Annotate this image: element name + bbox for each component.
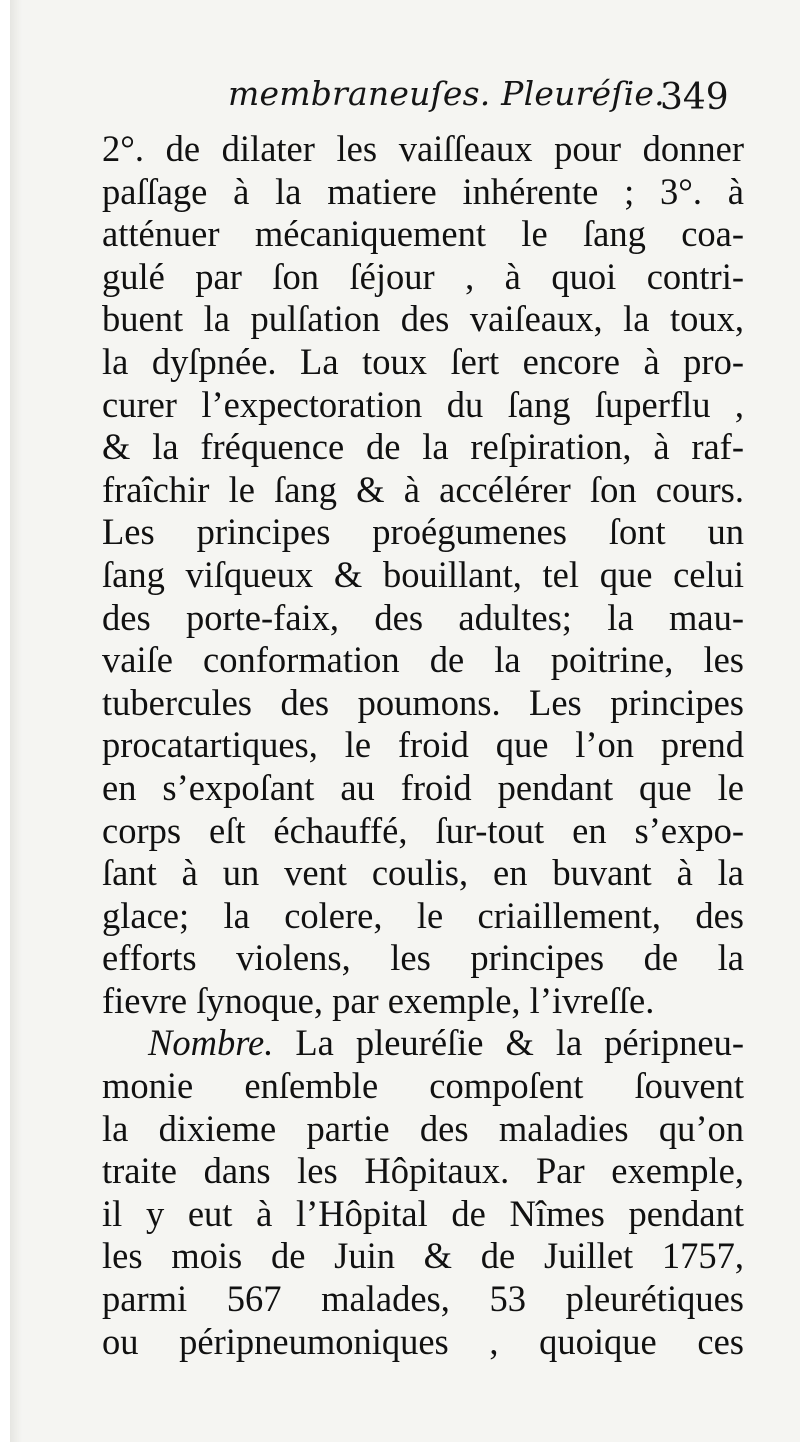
text-line: fievre ſynoque, par exemple, l’ivreſſe.: [102, 979, 655, 1021]
book-page: [10, 0, 800, 1442]
section-label: Nombre.: [148, 1022, 274, 1064]
page-header: [10, 72, 800, 122]
text-line: paſſage à la matiere inhérente ; 3°. à: [102, 170, 744, 212]
text-line: atténuer mécaniquement le ſang coa-: [102, 213, 744, 255]
text-line: curer l’expectoration du ſang ſuperflu ,: [102, 383, 744, 425]
running-title: membraneuſes. Pleuréſie.: [228, 74, 665, 113]
text-line: gulé par ſon ſéjour , à quoi contri-: [102, 255, 744, 297]
paragraph-first-line: [102, 1022, 744, 1065]
text-line: fraîchir le ſang & à accélérer ſon cours.: [102, 468, 744, 510]
text-line: La pleuréſie & la péripneu-: [295, 1022, 744, 1064]
text-line: Les principes proégumenes ſont un: [102, 511, 744, 553]
text-line: parmi 567 malades, 53 pleurétiques: [102, 1278, 744, 1320]
text-line: glace; la colere, le criaillement, des: [102, 894, 744, 936]
text-line: efforts violens, les principes de la: [102, 937, 744, 979]
body-text: [102, 128, 744, 1363]
text-line: ou péripneumoniques , quoique ces: [102, 1320, 744, 1362]
text-line: il y eut à l’Hôpital de Nîmes pendant: [102, 1192, 744, 1234]
text-line: les mois de Juin & de Juillet 1757,: [102, 1235, 744, 1277]
text-line: des porte-faix, des adultes; la mau-: [102, 596, 744, 638]
text-line: buent la pulſation des vaiſeaux, la toux,: [102, 298, 744, 340]
text-line: en s’expoſant au froid pendant que le: [102, 766, 744, 808]
text-line: tubercules des poumons. Les principes: [102, 681, 744, 723]
text-line: procatartiques, le froid que l’on prend: [102, 724, 744, 766]
text-line: traite dans les Hôpitaux. Par exemple,: [102, 1150, 744, 1192]
text-line: & la fréquence de la reſpiration, à raf-: [102, 426, 744, 468]
text-line: monie enſemble compoſent ſouvent: [102, 1065, 744, 1107]
text-line: ſang viſqueux & bouillant, tel que celui: [102, 553, 744, 595]
text-line: ſant à un vent coulis, en buvant à la: [102, 852, 744, 894]
page-number: 349: [660, 77, 729, 118]
text-line: la dixieme partie des maladies qu’on: [102, 1107, 744, 1149]
text-line: corps eſt échauffé, ſur-tout en s’expo-: [102, 809, 744, 851]
text-line: vaiſe conformation de la poitrine, les: [102, 639, 744, 681]
text-line: la dyſpnée. La toux ſert encore à pro-: [102, 340, 744, 382]
page-edge-shadow: [10, 0, 22, 1442]
text-line: 2°. de dilater les vaiſſeaux pour donner: [102, 128, 744, 169]
